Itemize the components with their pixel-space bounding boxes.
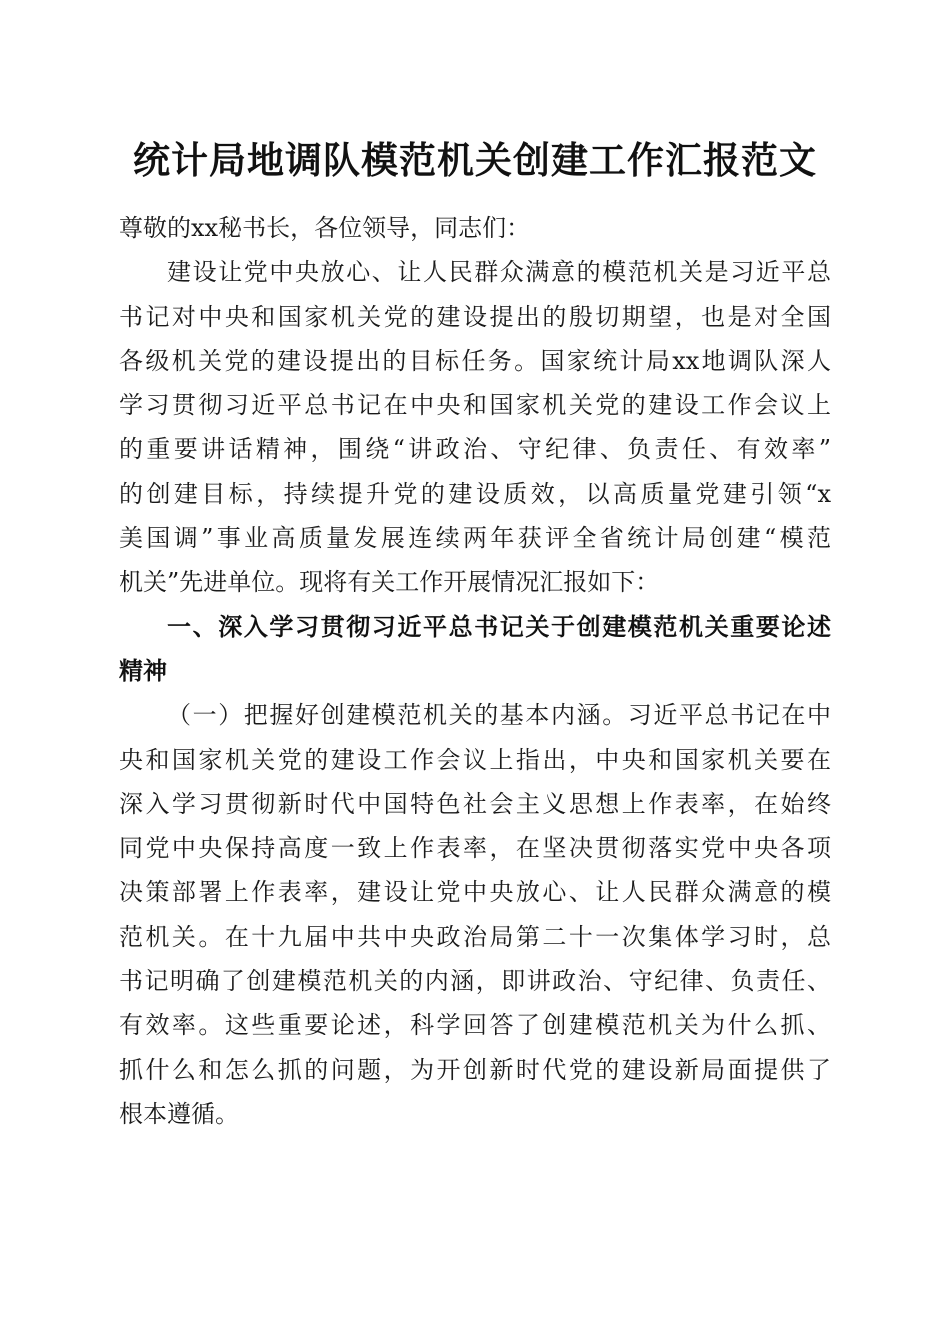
subsection-line: 范机关。在十九届中共中央政治局第二十一次集体学习时，总 bbox=[119, 922, 831, 951]
document-body bbox=[119, 206, 831, 1136]
intro-line: 学习贯彻习近平总书记在中央和国家机关党的建设工作会议上 bbox=[119, 391, 831, 420]
subsection-line: 决策部署上作表率，建设让党中央放心、让人民群众满意的模 bbox=[119, 878, 831, 907]
intro-line: 的重要讲话精神，围绕“讲政治、守纪律、负责任、有效率” bbox=[119, 435, 831, 464]
greeting-line: 尊敬的xx秘书长，各位领导，同志们： bbox=[119, 214, 531, 242]
subsection-line: 根本遵循。 bbox=[119, 1099, 239, 1128]
intro-line: 书记对中央和国家机关党的建设提出的殷切期望，也是对全国 bbox=[119, 302, 831, 331]
intro-line: 建设让党中央放心、让人民群众满意的模范机关是习近平总 bbox=[167, 258, 831, 287]
section-heading-line: 一、深入学习贯彻习近平总书记关于创建模范机关重要论述 bbox=[167, 612, 831, 641]
subsection-line: 书记明确了创建模范机关的内涵，即讲政治、守纪律、负责任、 bbox=[119, 967, 831, 996]
subsection-line: 抓什么和怎么抓的问题，为开创新时代党的建设新局面提供了 bbox=[119, 1055, 831, 1084]
intro-line: 机关”先进单位。现将有关工作开展情况汇报如下： bbox=[119, 568, 660, 597]
subsection-line: 深入学习贯彻新时代中国特色社会主义思想上作表率，在始终 bbox=[119, 789, 831, 818]
subsection-line: （一）把握好创建模范机关的基本内涵。习近平总书记在中 bbox=[167, 701, 831, 730]
section-heading-line: 精神 bbox=[119, 656, 167, 685]
intro-line: 的创建目标，持续提升党的建设质效，以高质量党建引领“x bbox=[119, 479, 831, 508]
document-title: 统计局地调队模范机关创建工作汇报范文 bbox=[133, 139, 817, 182]
subsection-line: 央和国家机关党的建设工作会议上指出，中央和国家机关要在 bbox=[119, 745, 831, 774]
intro-line: 美国调”事业高质量发展连续两年获评全省统计局创建“模范 bbox=[119, 524, 831, 553]
intro-line: 各级机关党的建设提出的目标任务。国家统计局xx地调队深人 bbox=[119, 346, 831, 375]
subsection-line: 同党中央保持高度一致上作表率，在坚决贯彻落实党中央各项 bbox=[119, 834, 831, 863]
subsection-line: 有效率。这些重要论述，科学回答了创建模范机关为什么抓、 bbox=[119, 1011, 831, 1040]
